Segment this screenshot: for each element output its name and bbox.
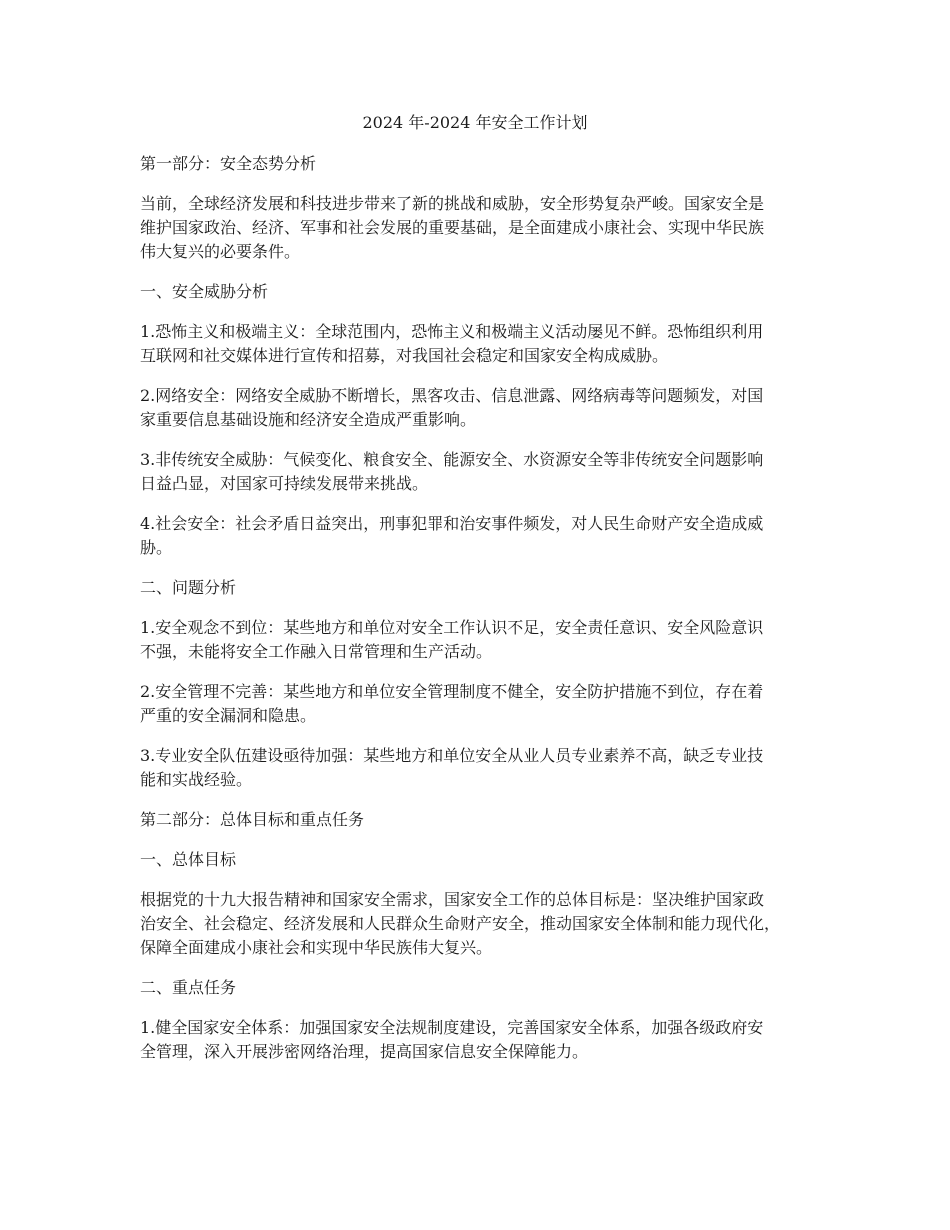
document-body (140, 152, 812, 1080)
text-line: 维护国家政治、经济、军事和社会发展的重要基础，是全面建成小康社会、实现中华民族 (140, 218, 765, 237)
section-heading (140, 808, 812, 832)
text-line: 根据党的十九大报告精神和国家安全需求，国家安全工作的总体目标是：坚决维护国家政 (140, 890, 765, 909)
section-heading (140, 976, 812, 1000)
text-line: 第一部分：安全态势分析 (140, 154, 317, 173)
text-line: 一、安全威胁分析 (140, 282, 269, 301)
text-line: 二、问题分析 (140, 578, 237, 597)
paragraph (140, 192, 812, 264)
section-heading (140, 576, 812, 600)
paragraph (140, 384, 812, 432)
section-heading (140, 152, 812, 176)
paragraph (140, 616, 812, 664)
text-line: 治安全、社会稳定、经济发展和人民群众生命财产安全，推动国家安全体制和能力现代化， (140, 914, 781, 933)
text-line: 伟大复兴的必要条件。 (140, 242, 301, 261)
text-line: 家重要信息基础设施和经济安全造成严重影响。 (140, 410, 477, 429)
text-line: 日益凸显，对国家可持续发展带来挑战。 (140, 474, 429, 493)
paragraph (140, 680, 812, 728)
text-line: 二、重点任务 (140, 978, 237, 997)
paragraph (140, 888, 812, 960)
paragraph (140, 744, 812, 792)
section-heading (140, 848, 812, 872)
text-line: 当前，全球经济发展和科技进步带来了新的挑战和威胁，安全形势复杂严峻。国家安全是 (140, 194, 765, 213)
text-line: 3.专业安全队伍建设亟待加强：某些地方和单位安全从业人员专业素养不高，缺乏专业技 (140, 746, 764, 765)
text-line: 全管理，深入开展涉密网络治理，提高国家信息安全保障能力。 (140, 1042, 589, 1061)
text-line: 一、总体目标 (140, 850, 237, 869)
paragraph (140, 448, 812, 496)
text-line: 保障全面建成小康社会和实现中华民族伟大复兴。 (140, 938, 493, 957)
text-line: 互联网和社交媒体进行宣传和招募，对我国社会稳定和国家安全构成威胁。 (140, 346, 669, 365)
text-line: 1.恐怖主义和极端主义：全球范围内，恐怖主义和极端主义活动屡见不鲜。恐怖组织利用 (140, 322, 764, 341)
text-line: 不强，未能将安全工作融入日常管理和生产活动。 (140, 642, 493, 661)
document-title: 2024 年-2024 年安全工作计划 (362, 113, 588, 132)
text-line: 1.健全国家安全体系：加强国家安全法规制度建设，完善国家安全体系，加强各级政府安 (140, 1018, 764, 1037)
paragraph (140, 1016, 812, 1064)
text-line: 胁。 (140, 538, 173, 557)
text-line: 严重的安全漏洞和隐患。 (140, 706, 317, 725)
paragraph (140, 320, 812, 368)
paragraph (140, 512, 812, 560)
text-line: 4.社会安全：社会矛盾日益突出，刑事犯罪和治安事件频发，对人民生命财产安全造成威 (140, 514, 764, 533)
section-heading (140, 280, 812, 304)
text-line: 3.非传统安全威胁：气候变化、粮食安全、能源安全、水资源安全等非传统安全问题影响 (140, 450, 764, 469)
text-line: 能和实战经验。 (140, 770, 253, 789)
text-line: 1.安全观念不到位：某些地方和单位对安全工作认识不足，安全责任意识、安全风险意识 (140, 618, 764, 637)
text-line: 第二部分：总体目标和重点任务 (140, 810, 365, 829)
text-line: 2.安全管理不完善：某些地方和单位安全管理制度不健全，安全防护措施不到位，存在着 (140, 682, 764, 701)
text-line: 2.网络安全：网络安全威胁不断增长，黑客攻击、信息泄露、网络病毒等问题频发，对国 (140, 386, 764, 405)
